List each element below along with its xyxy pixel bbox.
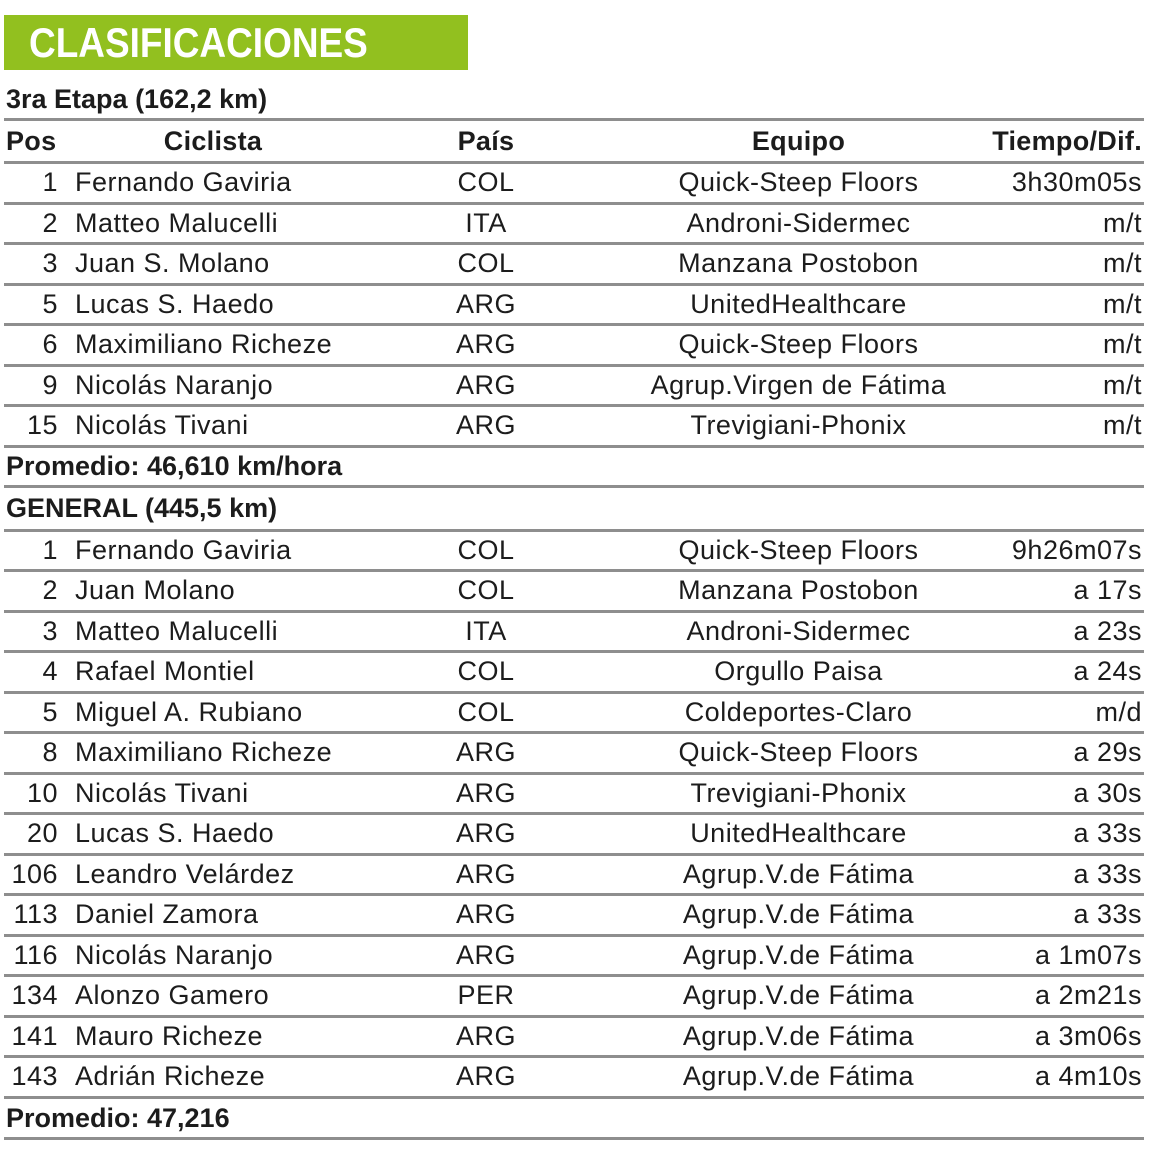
table-row	[4, 286, 1144, 327]
pos-cell: 106	[11, 858, 58, 889]
time-cell: a 23s	[1073, 615, 1142, 646]
rider-cell: Juan Molano	[75, 575, 236, 605]
team-cell: Manzana Postobon	[678, 575, 919, 605]
time-cell: m/t	[1103, 369, 1142, 400]
time-cell: 9h26m07s	[1011, 534, 1142, 565]
rider-cell: Nicolás Naranjo	[75, 939, 274, 970]
stage-rows	[4, 164, 1144, 448]
time-cell: m/t	[1103, 207, 1142, 238]
pos-cell: 1	[42, 534, 58, 565]
rider-cell: Rafael Montiel	[75, 656, 255, 686]
rider-cell: Maximiliano Richeze	[75, 737, 333, 767]
pos-cell: 116	[13, 939, 58, 970]
rider-cell: Juan S. Molano	[75, 248, 270, 278]
team-cell: UnitedHealthcare	[690, 288, 907, 319]
pos-cell: 9	[42, 369, 58, 400]
rider-cell: Miguel A. Rubiano	[75, 696, 303, 727]
pos-cell: 3	[42, 248, 58, 278]
table-row	[4, 1018, 1144, 1059]
time-cell: a 33s	[1073, 899, 1142, 929]
pos-cell: 143	[11, 1061, 58, 1091]
general-promedio: Promedio: 47,216	[4, 1099, 1144, 1140]
table-row	[4, 896, 1144, 937]
time-cell: m/t	[1103, 248, 1142, 278]
table-row	[4, 653, 1144, 694]
stage-table	[4, 121, 1144, 448]
country-cell: ARG	[455, 777, 516, 808]
rider-cell: Maximiliano Richeze	[75, 329, 333, 359]
general-title: GENERAL (445,5 km)	[4, 488, 1144, 532]
country-cell: ARG	[455, 1061, 516, 1091]
rider-cell: Daniel Zamora	[75, 899, 259, 929]
country-cell: ARG	[455, 288, 516, 319]
rider-cell: Lucas S. Haedo	[75, 818, 275, 848]
time-cell: 3h30m05s	[1011, 167, 1142, 197]
time-cell: a 24s	[1073, 656, 1142, 686]
country-cell: COL	[457, 248, 515, 278]
table-row	[4, 937, 1144, 978]
table-row	[4, 164, 1144, 205]
table-row	[4, 572, 1144, 613]
table-row	[4, 407, 1144, 448]
stage-title: 3ra Etapa (162,2 km)	[4, 84, 1144, 121]
country-cell: ARG	[455, 858, 516, 889]
time-cell: a 33s	[1073, 858, 1142, 889]
country-cell: ARG	[455, 369, 516, 400]
team-cell: Agrup.V.de Fátima	[682, 980, 915, 1010]
country-cell: COL	[457, 575, 515, 605]
pos-cell: 134	[11, 980, 58, 1010]
table-row	[4, 734, 1144, 775]
team-cell: Androni-Sidermec	[686, 207, 911, 238]
team-cell: Quick-Steep Floors	[678, 167, 919, 197]
time-cell: a 30s	[1073, 777, 1142, 808]
country-cell: ARG	[455, 329, 516, 359]
rider-cell: Matteo Malucelli	[75, 615, 279, 646]
team-cell: Quick-Steep Floors	[678, 737, 919, 767]
country-cell: ARG	[455, 818, 516, 848]
country-cell: ITA	[465, 207, 507, 238]
table-header-row	[4, 121, 1144, 164]
pos-cell: 5	[42, 288, 58, 319]
pos-cell: 8	[42, 737, 58, 767]
pos-cell: 3	[42, 615, 58, 646]
country-cell: COL	[457, 696, 515, 727]
rider-cell: Lucas S. Haedo	[75, 288, 275, 319]
time-cell: m/d	[1095, 696, 1142, 727]
pos-cell: 2	[42, 575, 58, 605]
team-cell: Agrup.V.de Fátima	[682, 858, 915, 889]
team-cell: Agrup.V.de Fátima	[682, 1061, 915, 1091]
time-cell: m/t	[1103, 329, 1142, 359]
stage-promedio: Promedio: 46,610 km/hora	[4, 448, 1144, 488]
column-header-pos: Pos	[6, 126, 57, 156]
rider-cell: Adrián Richeze	[75, 1061, 266, 1091]
table-row	[4, 367, 1144, 408]
time-cell: a 33s	[1073, 818, 1142, 848]
pos-cell: 1	[42, 167, 58, 197]
team-cell: Androni-Sidermec	[686, 615, 911, 646]
rider-cell: Fernando Gaviria	[75, 167, 292, 197]
country-cell: COL	[457, 534, 515, 565]
pos-cell: 113	[13, 899, 58, 929]
table-row	[4, 532, 1144, 573]
country-cell: PER	[457, 980, 515, 1010]
pos-cell: 15	[26, 410, 58, 440]
pos-cell: 5	[42, 696, 58, 727]
time-cell: a 29s	[1073, 737, 1142, 767]
team-cell: Coldeportes-Claro	[684, 696, 913, 727]
table-row	[4, 613, 1144, 654]
team-cell: Agrup.V.de Fátima	[682, 899, 915, 929]
country-cell: ARG	[455, 737, 516, 767]
team-cell: Manzana Postobon	[678, 248, 919, 278]
time-cell: m/t	[1103, 410, 1142, 440]
team-cell: Quick-Steep Floors	[678, 534, 919, 565]
team-cell: Agrup.V.de Fátima	[682, 1020, 915, 1051]
rider-cell: Alonzo Gamero	[75, 980, 270, 1010]
team-cell: Trevigiani-Phonix	[690, 777, 907, 808]
time-cell: m/t	[1103, 288, 1142, 319]
rider-cell: Nicolás Tivani	[75, 410, 249, 440]
pos-cell: 2	[42, 207, 58, 238]
time-cell: a 17s	[1073, 575, 1142, 605]
time-cell: a 2m21s	[1034, 980, 1142, 1010]
table-row	[4, 856, 1144, 897]
rider-cell: Leandro Velárdez	[75, 858, 295, 889]
country-cell: COL	[457, 656, 515, 686]
table-row	[4, 1058, 1144, 1099]
country-cell: ITA	[465, 615, 507, 646]
team-cell: Agrup.Virgen de Fátima	[650, 369, 947, 400]
country-cell: COL	[457, 167, 515, 197]
table-row	[4, 245, 1144, 286]
table-row	[4, 694, 1144, 735]
clasificaciones-page	[4, 15, 1144, 1140]
pos-cell: 10	[26, 777, 58, 808]
rider-cell: Nicolás Naranjo	[75, 369, 274, 400]
column-header-tiempo: Tiempo/Dif.	[992, 126, 1142, 156]
column-header-equipo: Equipo	[751, 126, 846, 156]
pos-cell: 141	[11, 1020, 58, 1051]
team-cell: Orgullo Paisa	[714, 656, 883, 686]
general-table	[4, 532, 1144, 1099]
column-header-ciclista: Ciclista	[163, 126, 263, 156]
country-cell: ARG	[455, 410, 516, 440]
time-cell: a 1m07s	[1034, 939, 1142, 970]
team-cell: Quick-Steep Floors	[678, 329, 919, 359]
rider-cell: Matteo Malucelli	[75, 207, 279, 238]
rider-cell: Mauro Richeze	[75, 1020, 264, 1051]
table-row	[4, 815, 1144, 856]
country-cell: ARG	[455, 899, 516, 929]
team-cell: Agrup.V.de Fátima	[682, 939, 915, 970]
rider-cell: Fernando Gaviria	[75, 534, 292, 565]
table-row	[4, 326, 1144, 367]
rider-cell: Nicolás Tivani	[75, 777, 249, 808]
banner-title: CLASIFICACIONES	[29, 19, 368, 66]
pos-cell: 20	[26, 818, 58, 848]
team-cell: Trevigiani-Phonix	[690, 410, 907, 440]
table-row	[4, 977, 1144, 1018]
column-header-pais: País	[457, 126, 515, 156]
pos-cell: 4	[42, 656, 58, 686]
time-cell: a 4m10s	[1034, 1061, 1142, 1091]
table-row	[4, 205, 1144, 246]
team-cell: UnitedHealthcare	[690, 818, 907, 848]
table-row	[4, 775, 1144, 816]
time-cell: a 3m06s	[1034, 1020, 1142, 1051]
pos-cell: 6	[42, 329, 58, 359]
country-cell: ARG	[455, 939, 516, 970]
section-banner	[4, 15, 468, 70]
country-cell: ARG	[455, 1020, 516, 1051]
